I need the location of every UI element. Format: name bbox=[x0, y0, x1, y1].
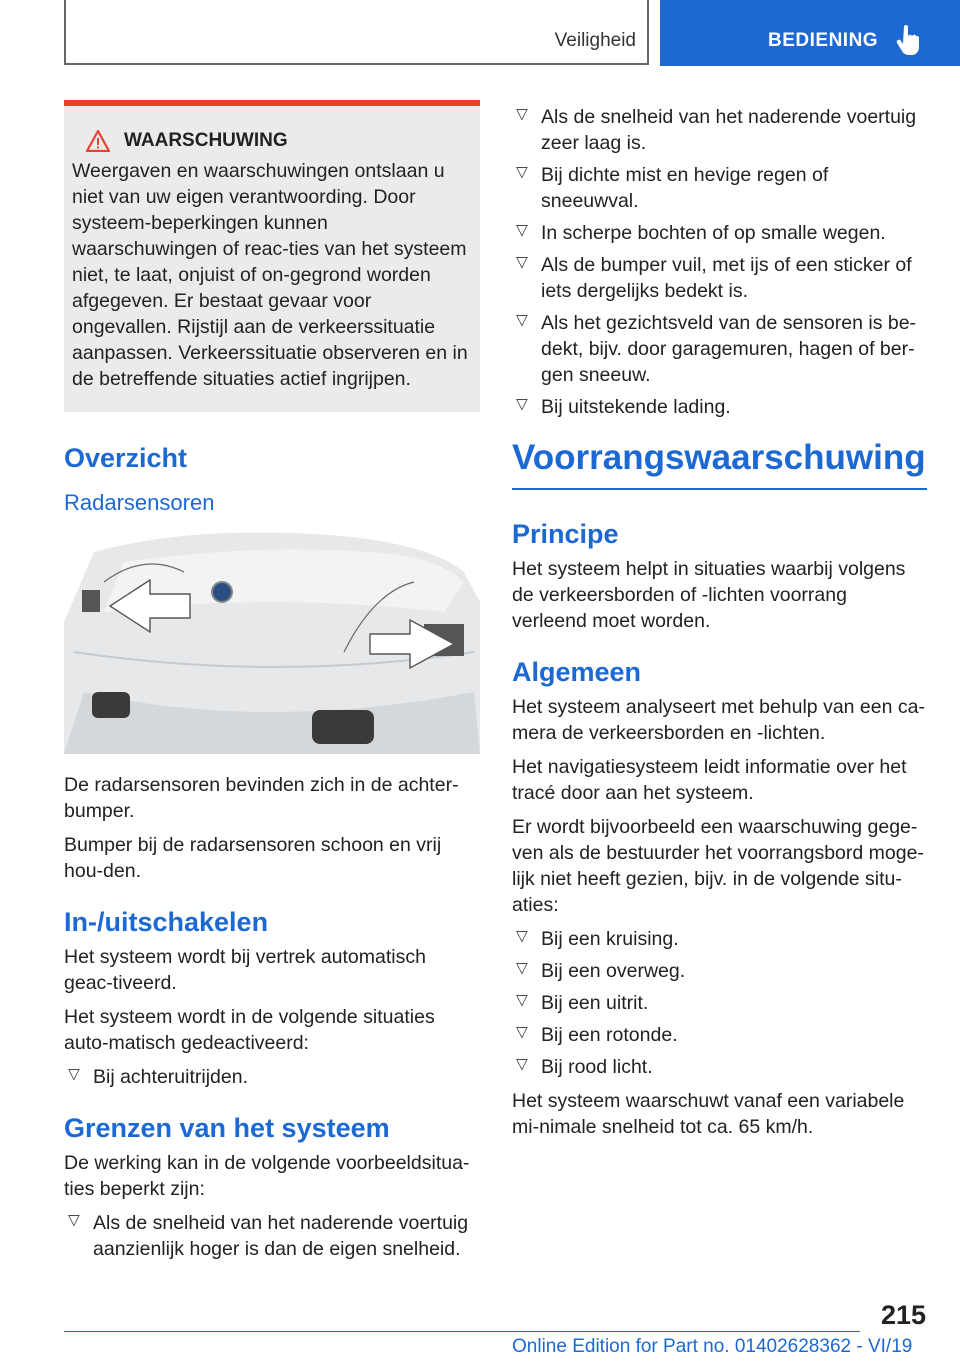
warning-title bbox=[72, 128, 472, 154]
warning-title-text: WAARSCHUWING bbox=[124, 130, 288, 151]
list-item: ▷ Als de snelheid van het naderende voertuig aanzienlijk hoger is dan de eigen snelheid. bbox=[64, 1210, 480, 1262]
pointing-hand-icon bbox=[896, 24, 922, 56]
list-item: ▷ Bij een overweg. bbox=[512, 958, 927, 984]
footer-edition: Online Edition for Part no. 01402628362 - VI/19 bbox=[512, 1336, 913, 1357]
heading-in-uitschakelen: In-/uitschakelen bbox=[64, 907, 269, 937]
algemeen-text-4: Het systeem waarschuwt vanaf een variabele mi-nimale snelheid tot ca. 65 km/h. bbox=[512, 1090, 905, 1138]
list-item: ▷ In scherpe bochten of op smalle wegen. bbox=[512, 220, 927, 246]
algemeen-text-1: Het systeem analyseert met behulp van een ca-mera de verkeersborden en -lichten. bbox=[512, 696, 925, 744]
footer-rule bbox=[64, 1331, 860, 1332]
page-number: 215 bbox=[880, 1300, 926, 1330]
list-item: ▷ Bij een uitrit. bbox=[512, 990, 927, 1016]
heading-voorrangswaarschuwing: Voorrangswaarschuwing bbox=[512, 438, 927, 490]
list-item: ▷ Bij dichte mist en hevige regen of sneeuwval. bbox=[512, 162, 927, 214]
warning-text: Weergaven en waarschuwingen ontslaan u niet van uw eigen verantwoording. Door systeem-beperkingen kunnen waarschuwingen of reac-ties van het systeem niet, te laat, onjuist of on-gegrond worden afgegeven. Er bestaat gevaar voor ongevallen. Rijstijl aan de verkeerssituatie aanpassen. Verkeerssituatie observeren en in de betreffende situaties actief ingrijpen. bbox=[72, 160, 468, 390]
grenzen-text: De werking kan in de volgende voorbeeldsitua-ties beperkt zijn: bbox=[64, 1152, 470, 1200]
car-rear-bumper-illustration bbox=[64, 532, 480, 754]
inuit-text-1: Het systeem wordt bij vertrek automatisch geac-tiveerd. bbox=[64, 946, 426, 994]
header-tab-bediening[interactable] bbox=[660, 0, 960, 66]
list-item: ▷ Bij achteruitrijden. bbox=[64, 1064, 480, 1090]
header-section-label: Veiligheid bbox=[554, 30, 636, 51]
list-item: ▷ Als het gezichtsveld van de sensoren is be-dekt, bijv. door garagemuren, hagen of ber-gen sneeuw. bbox=[512, 310, 927, 388]
list-item: ▷ Als de bumper vuil, met ijs of een sticker of iets dergelijks bedekt is. bbox=[512, 252, 927, 304]
left-column bbox=[64, 100, 480, 1270]
header-rule-bottom bbox=[64, 63, 649, 65]
heading-grenzen: Grenzen van het systeem bbox=[64, 1113, 390, 1143]
inuit-text-2: Het systeem wordt in de volgende situaties auto-matisch gedeactiveerd: bbox=[64, 1006, 435, 1054]
radar-text-2: Bumper bij de radarsensoren schoon en vrij hou-den. bbox=[64, 834, 442, 882]
warning-box bbox=[64, 100, 480, 412]
grenzen-list-left bbox=[64, 1210, 480, 1262]
algemeen-text-2: Het navigatiesysteem leidt informatie over het tracé door aan het systeem. bbox=[512, 756, 907, 804]
list-item: ▷ Bij rood licht. bbox=[512, 1054, 927, 1080]
header-rule-right bbox=[647, 0, 649, 64]
right-column bbox=[512, 104, 927, 1148]
principe-text: Het systeem helpt in situaties waarbij volgens de verkeersborden of -lichten voorrang verleend moet worden. bbox=[512, 558, 906, 632]
list-item: ▷ Als de snelheid van het naderende voertuig zeer laag is. bbox=[512, 104, 927, 156]
warning-triangle-icon bbox=[86, 130, 110, 152]
list-item: ▷ Bij een kruising. bbox=[512, 926, 927, 952]
list-item: ▷ Bij uitstekende lading. bbox=[512, 394, 927, 420]
header-rule-left bbox=[64, 0, 66, 64]
heading-radarsensoren: Radarsensoren bbox=[64, 490, 215, 515]
algemeen-text-3: Er wordt bijvoorbeeld een waarschuwing gege-ven als de bestuurder het voorrangsbord moge-lijk niet heeft gezien, bijv. in de volgende situ-aties: bbox=[512, 816, 924, 916]
grenzen-list-right bbox=[512, 104, 927, 420]
heading-algemeen: Algemeen bbox=[512, 657, 642, 687]
algemeen-list bbox=[512, 926, 927, 1080]
heading-overzicht: Overzicht bbox=[64, 443, 188, 473]
heading-principe: Principe bbox=[512, 519, 619, 549]
radar-text-1: De radarsensoren bevinden zich in de achter-bumper. bbox=[64, 774, 459, 822]
list-item: ▷ Bij een rotonde. bbox=[512, 1022, 927, 1048]
header-tab-label: BEDIENING bbox=[768, 30, 879, 51]
inuit-list bbox=[64, 1064, 480, 1090]
